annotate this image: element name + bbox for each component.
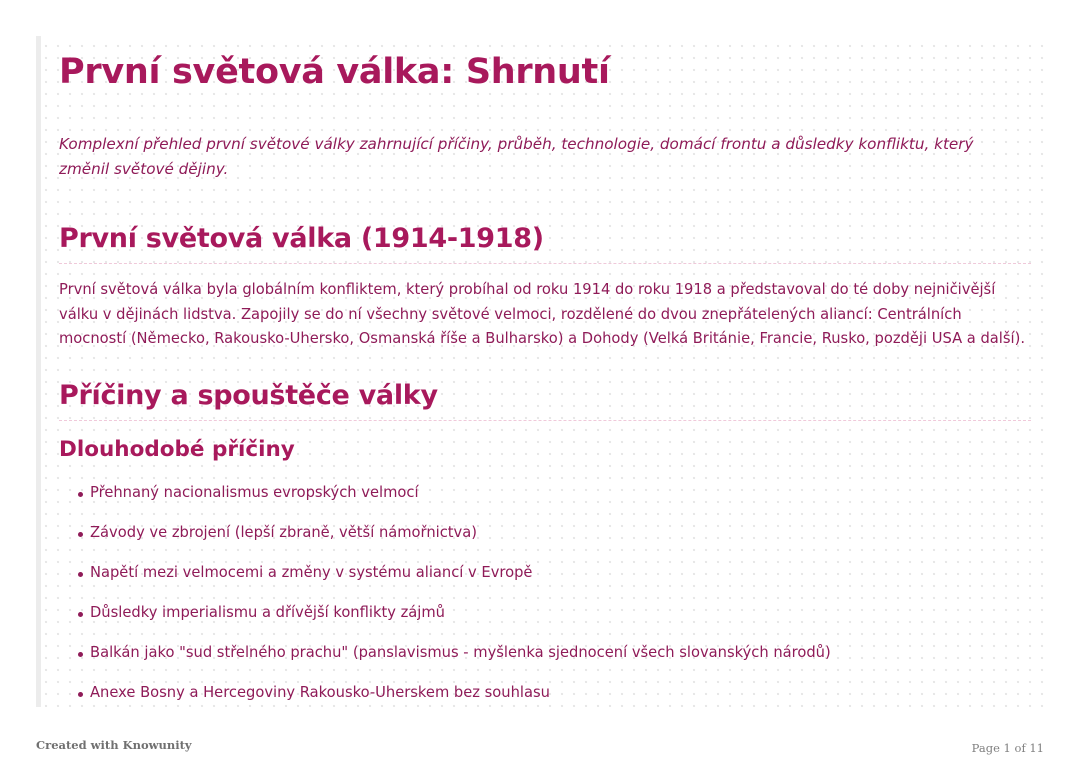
- footer-brand: Created with Knowunity: [36, 738, 192, 752]
- section-heading-overview: První světová válka (1914-1918): [59, 223, 544, 254]
- list-item: Důsledky imperialismu a dřívější konflikty zájmů: [77, 601, 1017, 641]
- section-divider: [59, 263, 1031, 264]
- document-page: [36, 36, 1044, 707]
- section-heading-causes: Příčiny a spouštěče války: [59, 380, 438, 411]
- page-indicator: Page 1 of 11: [971, 741, 1044, 755]
- page-left-edge: [36, 36, 41, 707]
- subsection-heading-long-term-causes: Dlouhodobé příčiny: [59, 437, 295, 462]
- section-paragraph-overview: První světová válka byla globálním konfliktem, který probíhal od roku 1914 do roku 1918 a představoval do té doby nejničivější válku v dějinách lidstva. Zapojily se do ní všechny světové velmoci, rozdělené do dvou znepřátelených aliancí: Centrálních mocností (Německo, Rakousko-Uhersko, Osmanská říše a Bulharsko) a Dohody (Velká Británie, Francie, Rusko, později USA a další).: [59, 281, 1025, 347]
- list-item: Závody ve zbrojení (lepší zbraně, větší námořnictva): [77, 521, 1017, 561]
- causes-bullet-list: [77, 481, 1017, 707]
- list-item: Přehnaný nacionalismus evropských velmocí: [77, 481, 1017, 521]
- list-item: Anexe Bosny a Hercegoviny Rakousko-Uherskem bez souhlasu: [77, 681, 1017, 707]
- list-item: Napětí mezi velmocemi a změny v systému aliancí v Evropě: [77, 561, 1017, 601]
- document-subtitle: Komplexní přehled první světové války zahrnující příčiny, průběh, technologie, domácí frontu a důsledky konfliktu, který změnil světové dějiny.: [59, 135, 974, 178]
- section-divider: [59, 420, 1031, 421]
- list-item: Balkán jako "sud střelného prachu" (panslavismus - myšlenka sjednocení všech slovanských národů): [77, 641, 1017, 681]
- document-title: První světová válka: Shrnutí: [59, 52, 610, 92]
